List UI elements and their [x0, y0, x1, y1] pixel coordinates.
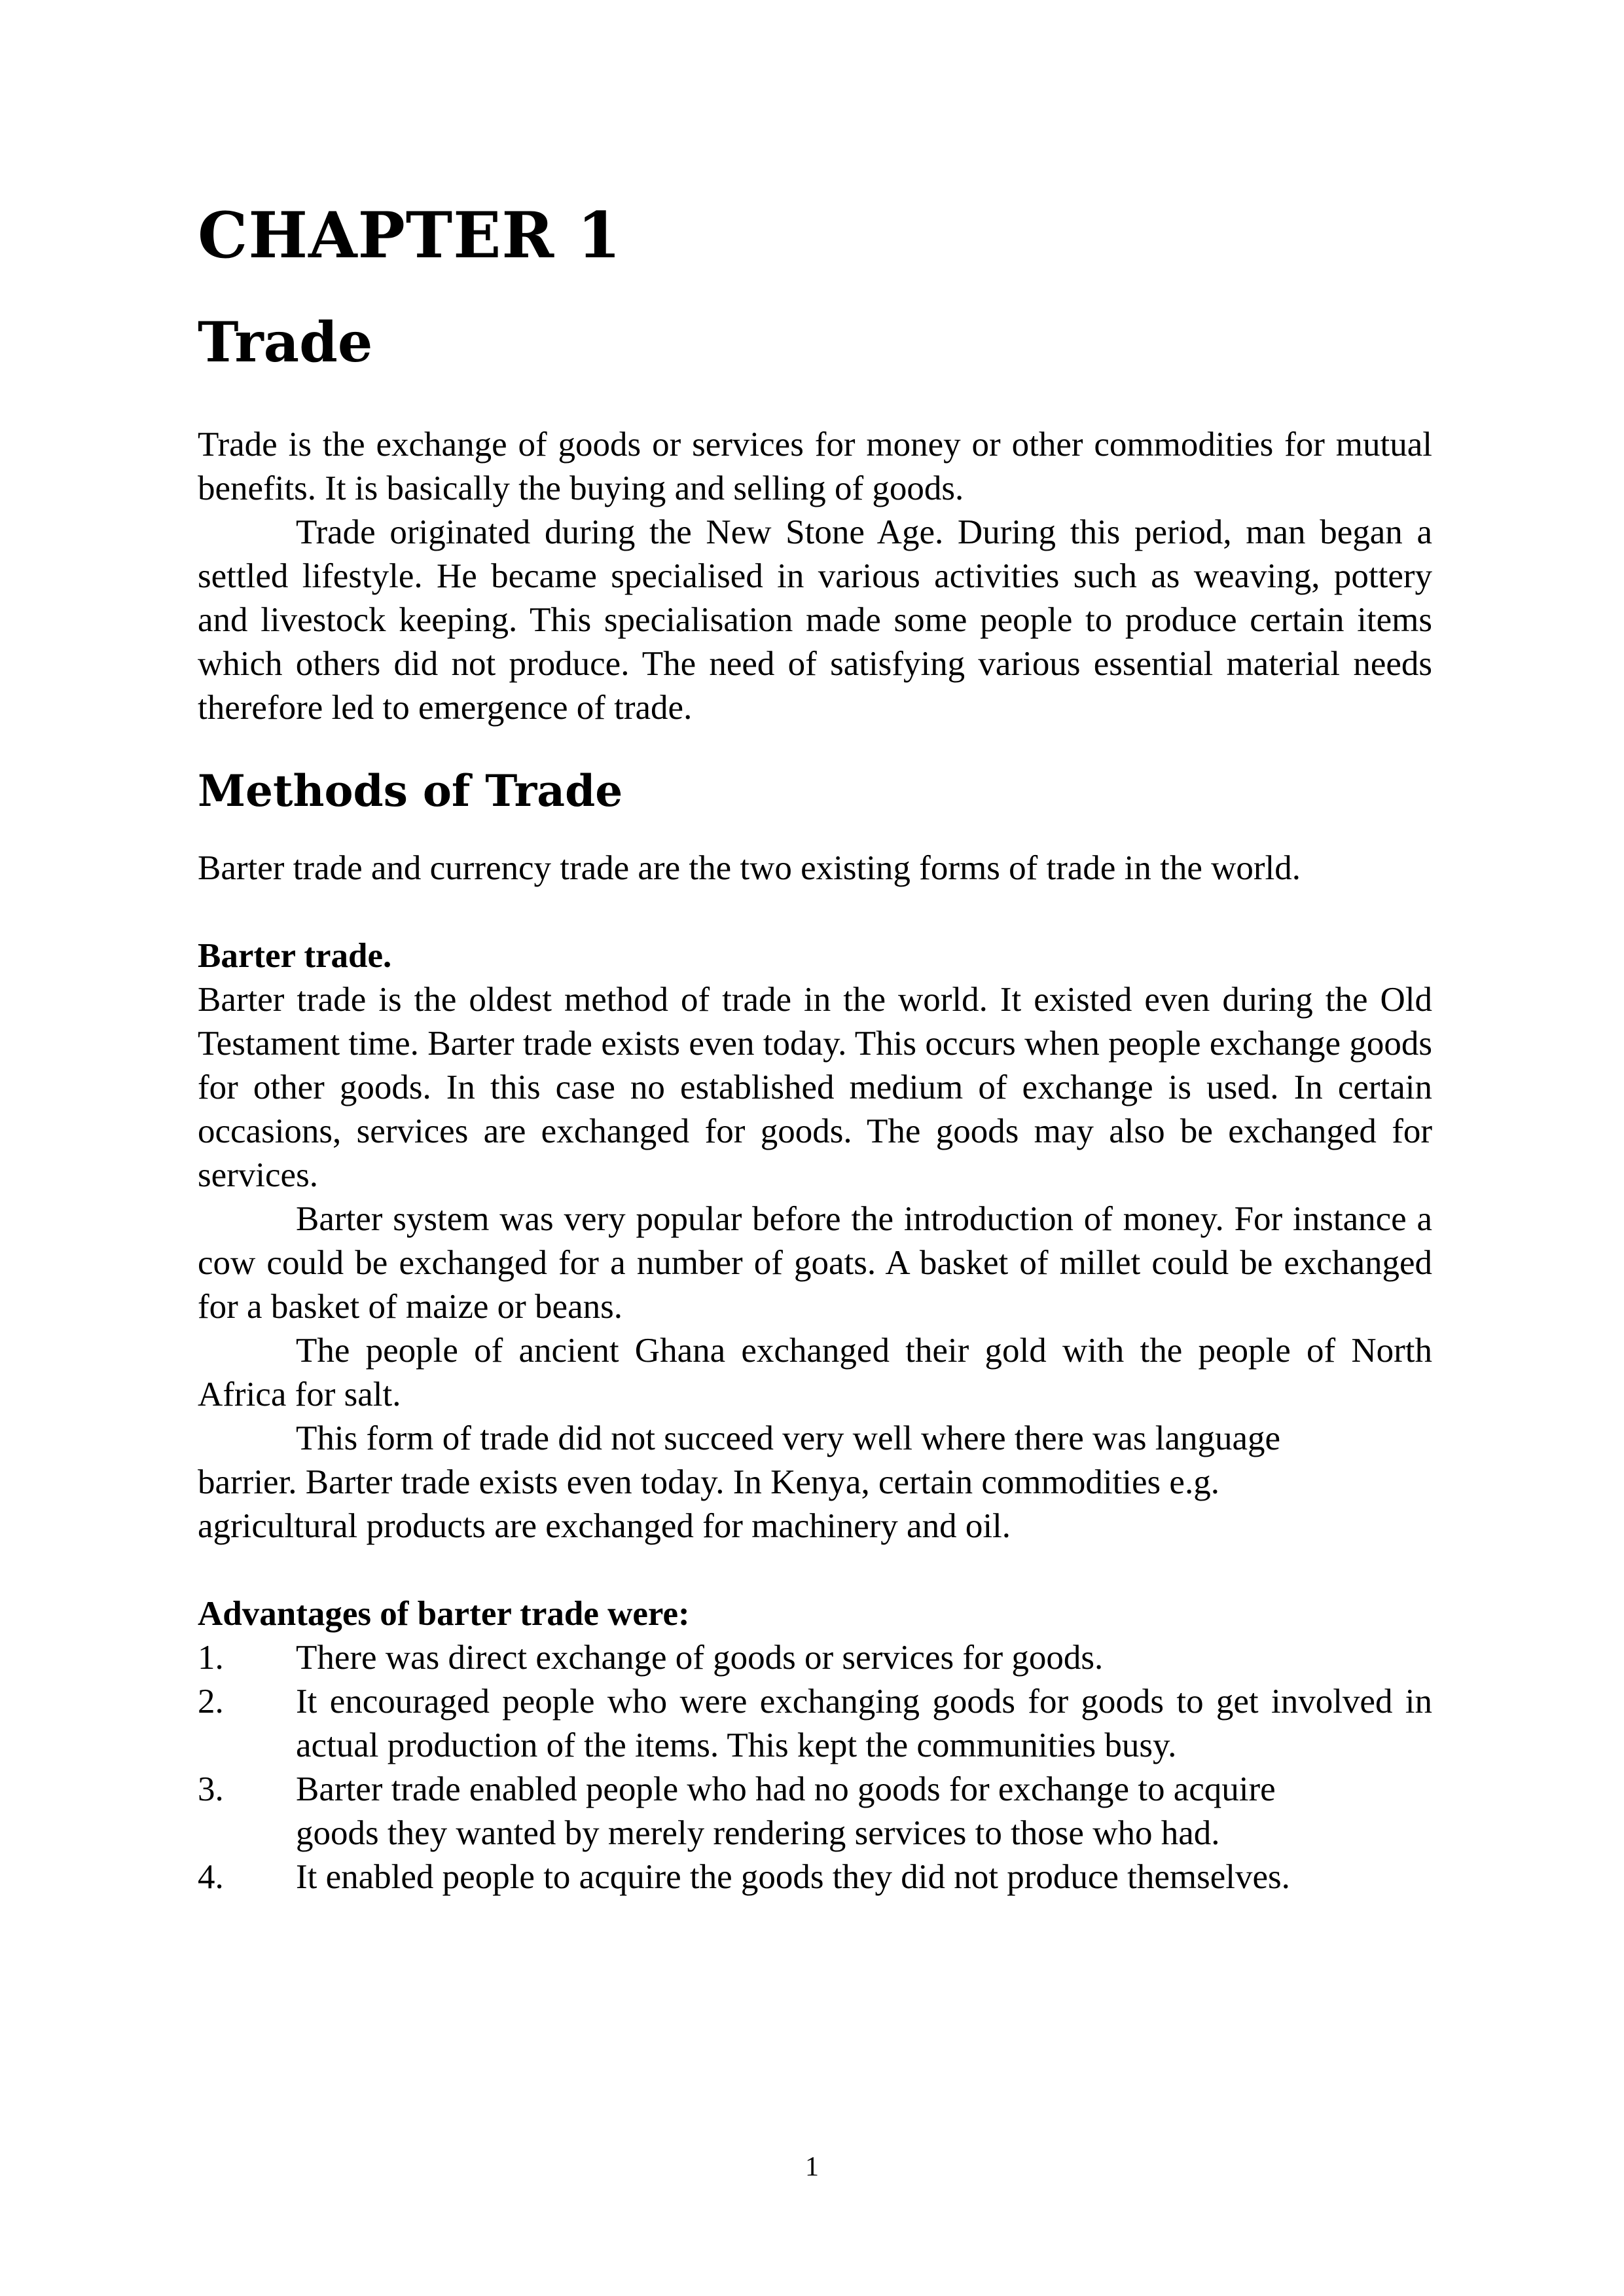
list-item-number: 4. [198, 1858, 224, 1896]
list-item-number: 1. [198, 1639, 224, 1677]
subheading-barter-trade: Barter trade. [198, 937, 392, 975]
list-item-text: It enabled people to acquire the goods they did not produce themselves. [296, 1858, 1290, 1896]
list-item-text: There was direct exchange of goods or services for goods. [296, 1639, 1104, 1677]
barter-paragraph-4-line-1: This form of trade did not succeed very well where there was language [296, 1419, 1281, 1457]
page-number: 1 [805, 2152, 819, 2182]
barter-paragraph-2: Barter system was very popular before the introduction of money. For instance a cow could be exchanged for a number of goats. A basket of millet could be exchanged for a basket of maize or beans. [198, 1200, 1432, 1326]
barter-paragraph-4-line-3: agricultural products are exchanged for machinery and oil. [198, 1507, 1011, 1545]
barter-paragraph-4 [198, 1417, 1432, 1548]
list-item-number: 3. [198, 1770, 224, 1808]
barter-paragraph-3: The people of ancient Ghana exchanged their gold with the people of North Africa for salt. [198, 1332, 1432, 1413]
intro-paragraph-1: Trade is the exchange of goods or services for money or other commodities for mutual benefits. It is basically the buying and selling of goods. [198, 426, 1432, 507]
methods-paragraph: Barter trade and currency trade are the two existing forms of trade in the world. [198, 849, 1301, 887]
list-item-text [296, 1768, 1432, 1855]
list-item-text-line-1: Barter trade enabled people who had no goods for exchange to acquire [296, 1770, 1276, 1808]
subheading-advantages: Advantages of barter trade were: [198, 1595, 690, 1633]
list-item [198, 1680, 1432, 1768]
intro-paragraph-2: Trade originated during the New Stone Age. During this period, man began a settled lifestyle. He became specialised in various activities such as weaving, pottery and livestock keeping. This specialisation made some people to produce certain items which others did not produce. The need of satisfying various essential material needs therefore led to emergence of trade. [198, 513, 1432, 727]
page-content [198, 196, 1432, 1899]
list-item-text-line-2: goods they wanted by merely rendering services to those who had. [296, 1814, 1220, 1852]
barter-paragraph-1: Barter trade is the oldest method of trade in the world. It existed even during the Old Testament time. Barter trade exists even today. This occurs when people exchange goods for other goods. In this case no established medium of exchange is used. In certain occasions, services are exchanged for goods. The goods may also be exchanged for services. [198, 981, 1432, 1194]
chapter-label: CHAPTER 1 [198, 198, 622, 272]
list-item-text: It encouraged people who were exchanging goods for goods to get involved in actual production of the items. This kept the communities busy. [296, 1683, 1432, 1764]
section-heading-methods: Methods of Trade [198, 765, 623, 816]
barter-paragraph-4-line-2: barrier. Barter trade exists even today. In Kenya, certain commodities e.g. [198, 1463, 1219, 1501]
chapter-title: Trade [198, 310, 373, 374]
list-item [198, 1855, 1432, 1899]
advantages-list [198, 1636, 1432, 1899]
list-item-number: 2. [198, 1683, 224, 1721]
list-item [198, 1636, 1432, 1680]
list-item [198, 1768, 1432, 1855]
